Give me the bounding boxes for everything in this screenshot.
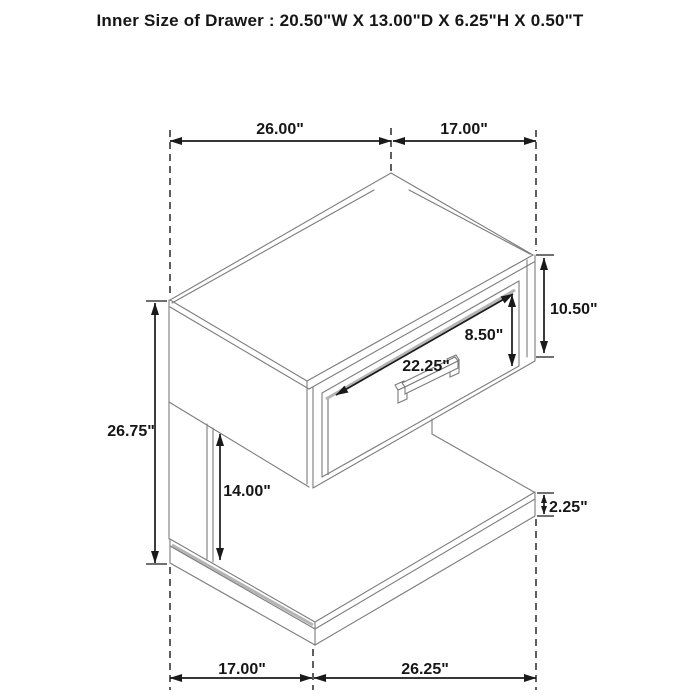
dimension-labels — [107, 121, 597, 678]
base-bottom-left-edge — [170, 563, 315, 645]
label-base-thickness: 2.25" — [549, 499, 588, 516]
nightstand-illustration — [169, 173, 535, 645]
extension-lines — [170, 128, 536, 690]
base-band-left — [170, 546, 315, 629]
dimension-annotations — [107, 121, 597, 690]
left-support-panel — [207, 424, 213, 562]
base-bottom-right-edge — [315, 516, 535, 645]
base-top-right-edge — [315, 492, 535, 622]
case-wall-line-right — [409, 190, 530, 254]
drawer-front — [322, 281, 519, 477]
left-face-bottom-edge — [169, 402, 309, 487]
top-surface — [170, 173, 533, 381]
base-back-top-edge — [432, 434, 534, 492]
label-open-shelf-height: 14.00" — [223, 483, 271, 500]
label-top-depth: 17.00" — [440, 121, 488, 138]
base-top-left-edge — [170, 539, 315, 622]
label-base-width: 26.25" — [401, 661, 449, 678]
label-overall-height: 26.75" — [107, 423, 155, 440]
base-edge-shadow — [172, 545, 313, 625]
label-drawer-face-height: 8.50" — [464, 327, 504, 344]
base-band-right — [315, 499, 535, 629]
base-platform — [170, 492, 535, 645]
label-drawer-face-width: 22.25" — [402, 358, 450, 375]
label-top-width: 26.00" — [256, 121, 304, 138]
dimension-arrows — [155, 141, 544, 678]
case-wall-line-left — [172, 190, 374, 303]
drawing-title: Inner Size of Drawer : 20.50"W X 13.00"D X 6.25"H X 0.50"T — [96, 11, 584, 30]
top-slab-band-left — [170, 307, 309, 389]
back-panel — [432, 419, 534, 492]
label-cabinet-height: 10.50" — [550, 301, 598, 318]
label-base-depth: 17.00" — [218, 661, 266, 678]
